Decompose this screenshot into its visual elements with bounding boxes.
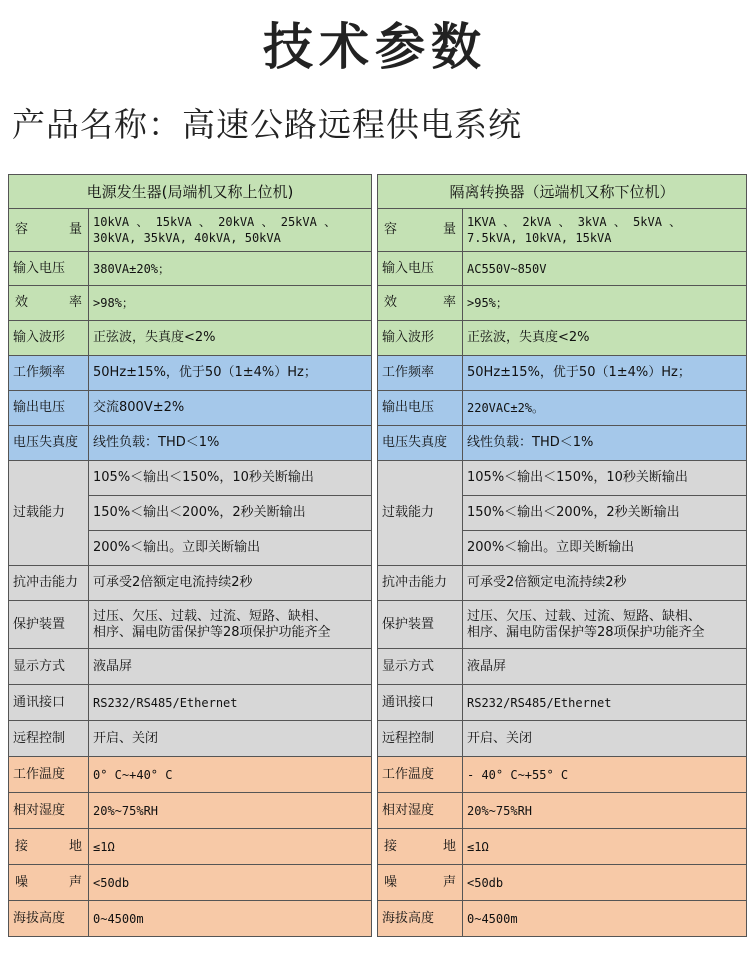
row-label: 噪 声 — [9, 865, 89, 901]
table-row — [378, 356, 747, 391]
converter-spec-table — [377, 174, 747, 937]
row-label: 输入电压 — [378, 252, 463, 286]
row-label: 工作频率 — [9, 356, 89, 391]
row-value: 线性负载：THD＜1% — [89, 426, 372, 461]
table-row — [378, 901, 747, 937]
row-label: 保护装置 — [378, 601, 463, 649]
row-label: 接 地 — [9, 829, 89, 865]
row-label: 电压失真度 — [9, 426, 89, 461]
row-value: 过压、欠压、过载、过流、短路、缺相、 相序、漏电防雷保护等28项保护功能齐全 — [89, 601, 372, 649]
row-value: RS232/RS485/Ethernet — [463, 685, 747, 721]
table-row — [9, 566, 372, 601]
row-value: <50db — [89, 865, 372, 901]
table-row — [9, 601, 372, 649]
row-value: 200%＜输出。立即关断输出 — [89, 531, 372, 566]
table-row — [378, 391, 747, 426]
row-value: >95%； — [463, 286, 747, 321]
table-row — [9, 426, 372, 461]
row-value: 开启、关闭 — [89, 721, 372, 757]
row-label: 容 量 — [9, 209, 89, 252]
row-label: 电压失真度 — [378, 426, 463, 461]
row-label: 效 率 — [378, 286, 463, 321]
row-label: 噪 声 — [378, 865, 463, 901]
row-label: 过载能力 — [9, 461, 89, 566]
row-value: 正弦波，失真度<2% — [89, 321, 372, 356]
row-value: 105%＜输出＜150%，10秒关断输出 — [89, 461, 372, 496]
row-value: 20%~75%RH — [89, 793, 372, 829]
table-row — [9, 286, 372, 321]
table-row — [378, 286, 747, 321]
table-row — [9, 209, 372, 252]
table-row — [9, 721, 372, 757]
row-value: 液晶屏 — [89, 649, 372, 685]
row-label: 海拔高度 — [378, 901, 463, 937]
generator-spec-table — [8, 174, 372, 937]
row-label: 接 地 — [378, 829, 463, 865]
table-row — [378, 209, 747, 252]
table-header-row — [9, 175, 372, 209]
table-row — [378, 461, 747, 496]
row-value: ≤1Ω — [463, 829, 747, 865]
table-row — [9, 757, 372, 793]
row-label: 工作温度 — [9, 757, 89, 793]
table-row — [378, 321, 747, 356]
row-value: 开启、关闭 — [463, 721, 747, 757]
table-row — [378, 721, 747, 757]
table-row — [378, 649, 747, 685]
row-value: 50Hz±15%，优于50（1±4%）Hz； — [463, 356, 747, 391]
row-label: 抗冲击能力 — [9, 566, 89, 601]
row-label: 效 率 — [9, 286, 89, 321]
row-value: ≤1Ω — [89, 829, 372, 865]
row-label: 输出电压 — [9, 391, 89, 426]
row-label: 通讯接口 — [9, 685, 89, 721]
row-value: 可承受2倍额定电流持续2秒 — [463, 566, 747, 601]
row-label: 保护装置 — [9, 601, 89, 649]
row-value: AC550V~850V — [463, 252, 747, 286]
table-row — [9, 829, 372, 865]
table-row — [378, 252, 747, 286]
row-value: - 40° C~+55° C — [463, 757, 747, 793]
row-label: 过载能力 — [378, 461, 463, 566]
row-value: 50Hz±15%，优于50（1±4%）Hz； — [89, 356, 372, 391]
row-label: 海拔高度 — [9, 901, 89, 937]
row-label: 显示方式 — [378, 649, 463, 685]
table-row — [378, 685, 747, 721]
row-value: 0~4500m — [463, 901, 747, 937]
row-label: 输入波形 — [378, 321, 463, 356]
row-label: 远程控制 — [378, 721, 463, 757]
row-label: 输入电压 — [9, 252, 89, 286]
table-row — [9, 793, 372, 829]
row-value: 0~4500m — [89, 901, 372, 937]
row-label: 输出电压 — [378, 391, 463, 426]
row-value: 150%＜输出＜200%，2秒关断输出 — [463, 496, 747, 531]
table-row — [378, 426, 747, 461]
row-label: 工作温度 — [378, 757, 463, 793]
row-label: 工作频率 — [378, 356, 463, 391]
table-row — [9, 391, 372, 426]
row-value: <50db — [463, 865, 747, 901]
table-row — [9, 461, 372, 496]
row-value: 200%＜输出。立即关断输出 — [463, 531, 747, 566]
row-value: 150%＜输出＜200%，2秒关断输出 — [89, 496, 372, 531]
row-value: 10kVA 、 15kVA 、 20kVA 、 25kVA 、 30kVA, 35kVA, 40kVA, 50kVA — [89, 209, 372, 252]
row-value: 交流800V±2% — [89, 391, 372, 426]
product-name: 产品名称：高速公路远程供电系统 — [12, 105, 522, 144]
row-label: 远程控制 — [9, 721, 89, 757]
row-label: 通讯接口 — [378, 685, 463, 721]
table-row — [378, 829, 747, 865]
row-value: 液晶屏 — [463, 649, 747, 685]
row-value: 过压、欠压、过载、过流、短路、缺相、 相序、漏电防雷保护等28项保护功能齐全 — [463, 601, 747, 649]
table-row — [9, 901, 372, 937]
table-row — [378, 793, 747, 829]
row-label: 显示方式 — [9, 649, 89, 685]
table-row — [378, 757, 747, 793]
table-row — [378, 601, 747, 649]
table-row — [378, 566, 747, 601]
table-row — [9, 252, 372, 286]
row-value: 220VAC±2%。 — [463, 391, 747, 426]
row-value: RS232/RS485/Ethernet — [89, 685, 372, 721]
table-row — [9, 321, 372, 356]
row-label: 输入波形 — [9, 321, 89, 356]
row-label: 相对湿度 — [378, 793, 463, 829]
table-header-row — [378, 175, 747, 209]
row-value: 正弦波，失真度<2% — [463, 321, 747, 356]
row-value: 105%＜输出＜150%，10秒关断输出 — [463, 461, 747, 496]
row-value: 0° C~+40° C — [89, 757, 372, 793]
row-label: 容 量 — [378, 209, 463, 252]
row-label: 相对湿度 — [9, 793, 89, 829]
table-row — [9, 356, 372, 391]
table-row — [9, 649, 372, 685]
table-header: 电源发生器(局端机又称上位机) — [9, 175, 372, 209]
row-value: 1KVA 、 2kVA 、 3kVA 、 5kVA 、 7.5kVA, 10kVA, 15kVA — [463, 209, 747, 252]
row-value: 380VA±20%； — [89, 252, 372, 286]
row-label: 抗冲击能力 — [378, 566, 463, 601]
row-value: >98%； — [89, 286, 372, 321]
table-row — [9, 685, 372, 721]
table-header: 隔离转换器（远端机又称下位机） — [378, 175, 747, 209]
page-title: 技术参数 — [263, 18, 487, 76]
table-row — [9, 865, 372, 901]
row-value: 线性负载：THD＜1% — [463, 426, 747, 461]
row-value: 20%~75%RH — [463, 793, 747, 829]
row-value: 可承受2倍额定电流持续2秒 — [89, 566, 372, 601]
table-row — [378, 865, 747, 901]
